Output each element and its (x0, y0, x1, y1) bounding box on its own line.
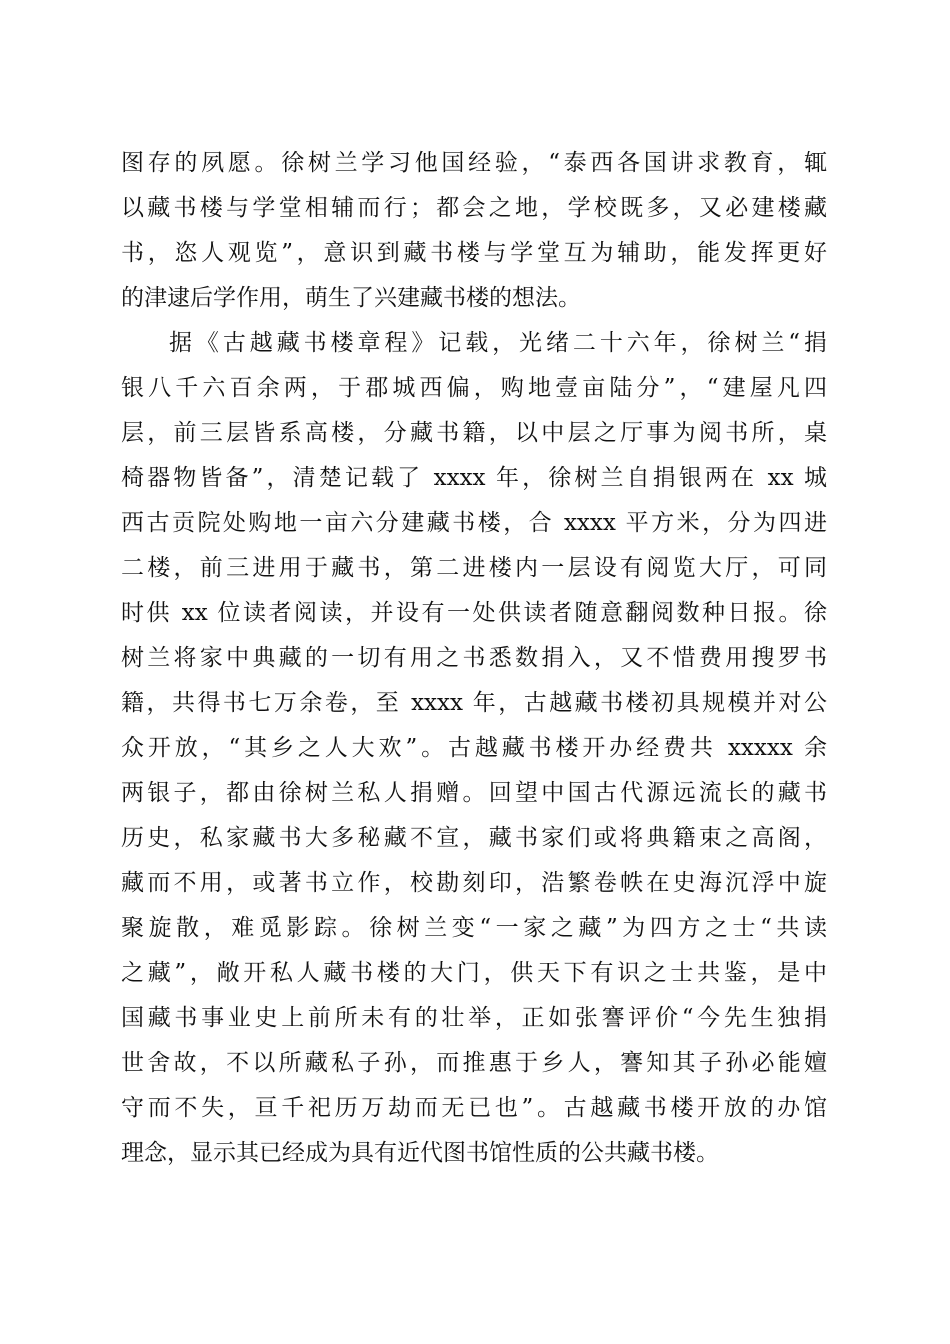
text-line: 的津逮后学作用，萌生了兴建藏书楼的想法。 (121, 285, 581, 311)
text-line: 历史，私家藏书大多秘藏不宣，藏书家们或将典籍束之高阁， (121, 825, 827, 851)
text-line: 两银子，都由徐树兰私人捐赠。回望中国古代源远流长的藏书 (121, 780, 827, 806)
text-line: 图存的夙愿。徐树兰学习他国经验，“泰西各国讲求教育，辄 (121, 150, 827, 176)
text-line: 藏而不用，或著书立作，校勘刻印，浩繁卷帙在史海沉浮中旋 (121, 870, 827, 896)
document-body (121, 141, 827, 1176)
paragraph-1 (121, 141, 827, 321)
text-line: 国藏书事业史上前所未有的壮举，正如张謇评价“今先生独捐 (121, 1005, 827, 1031)
text-line: 众开放，“其乡之人大欢”。古越藏书楼开办经费共 xxxxx 余 (121, 735, 827, 761)
text-line: 书，恣人观览”，意识到藏书楼与学堂互为辅助，能发挥更好 (121, 240, 827, 266)
text-line: 以藏书楼与学堂相辅而行；都会之地，学校既多，又必建楼藏 (121, 195, 827, 221)
text-line: 守而不失，亘千祀历万劫而无已也”。古越藏书楼开放的办馆 (121, 1095, 827, 1121)
text-line: 理念，显示其已经成为具有近代图书馆性质的公共藏书楼。 (121, 1140, 719, 1166)
text-line: 二楼，前三进用于藏书，第二进楼内一层设有阅览大厅，可同 (121, 555, 827, 581)
text-line: 西古贡院处购地一亩六分建藏书楼，合 xxxx 平方米，分为四进 (121, 510, 827, 536)
text-line: 椅器物皆备”，清楚记载了 xxxx 年，徐树兰自捐银两在 xx 城 (121, 465, 827, 491)
text-line: 据《古越藏书楼章程》记载，光绪二十六年，徐树兰“捐 (169, 330, 827, 356)
text-line: 之藏”，敞开私人藏书楼的大门，供天下有识之士共鉴，是中 (121, 960, 827, 986)
text-line: 时供 xx 位读者阅读，并设有一处供读者随意翻阅数种日报。徐 (121, 600, 827, 626)
text-line: 籍，共得书七万余卷，至 xxxx 年，古越藏书楼初具规模并对公 (121, 690, 827, 716)
text-line: 层，前三层皆系高楼，分藏书籍，以中层之厅事为阅书所，桌 (121, 420, 827, 446)
paragraph-2 (121, 321, 827, 1176)
text-line: 银八千六百余两，于郡城西偏，购地壹亩陆分”，“建屋凡四 (121, 375, 827, 401)
text-line: 世舍故，不以所藏私子孙，而推惠于乡人，謇知其子孙必能嬗 (121, 1050, 827, 1076)
text-line: 聚旋散，难觅影踪。徐树兰变“一家之藏”为四方之士“共读 (121, 915, 827, 941)
text-line: 树兰将家中典藏的一切有用之书悉数捐入，又不惜费用搜罗书 (121, 645, 827, 671)
